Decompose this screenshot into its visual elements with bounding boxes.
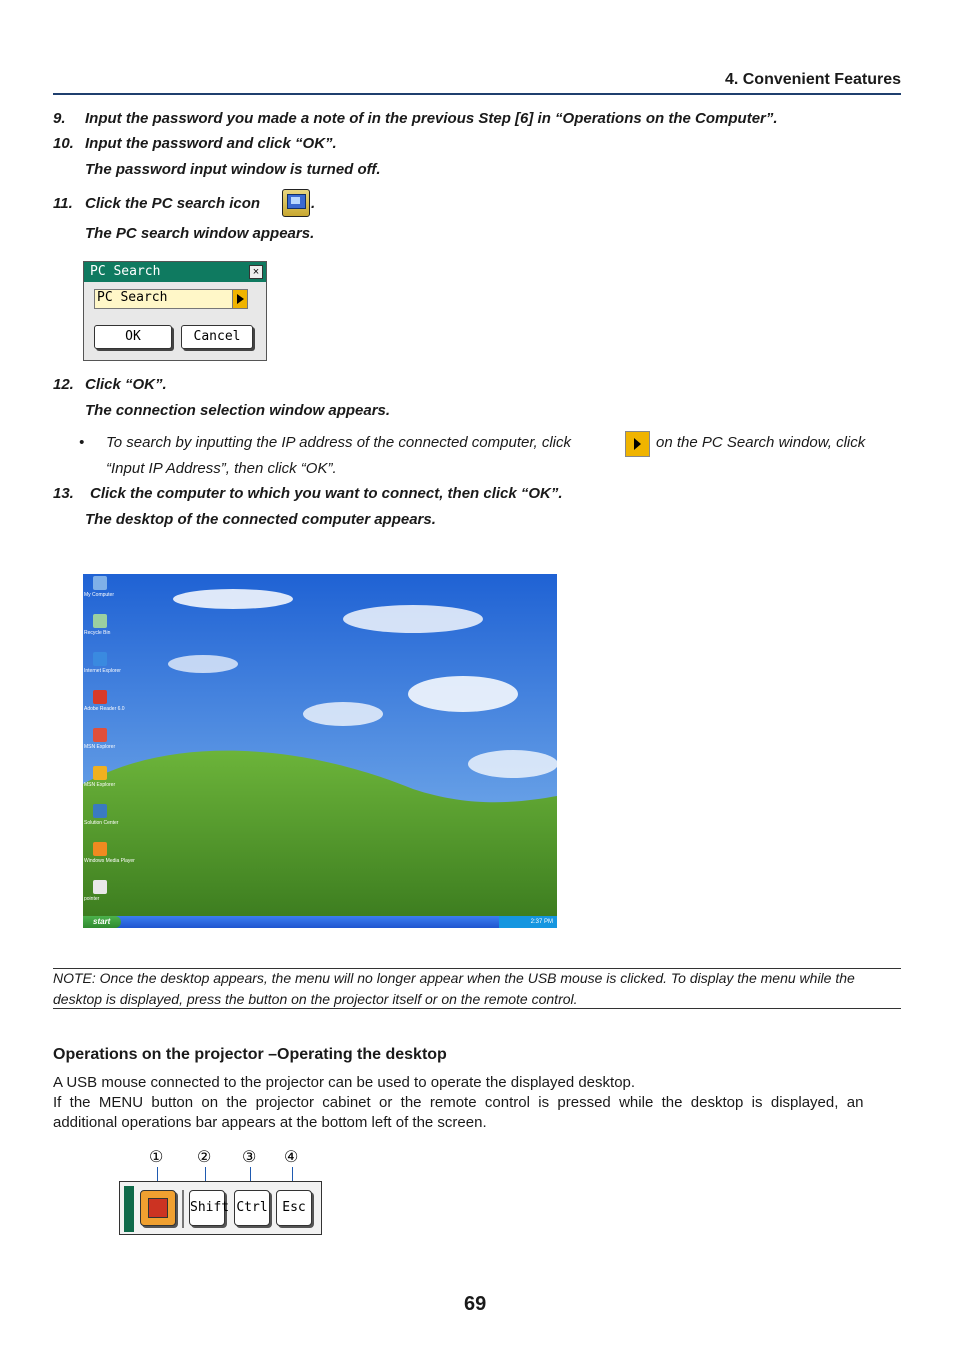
step-10-number: 10. [53,135,74,152]
desktop-shortcut-icon[interactable] [93,576,107,590]
step-12-result: The connection selection window appears. [85,402,391,419]
operations-bar-separator [182,1190,184,1228]
desktop-shortcut-label: Internet Explorer [84,668,121,674]
section-paragraph-1: A USB mouse connected to the projector can be used to operate the displayed desktop. [53,1074,636,1091]
ctrl-button[interactable]: Ctrl [234,1190,270,1226]
ok-button[interactable]: OK [94,325,172,349]
desktop-shortcut-label: MSN Explorer [84,744,116,750]
select-value: PC Search [97,290,168,305]
desktop-shortcut-label: Recycle Bin [84,630,111,636]
desktop-menu-button[interactable] [140,1190,176,1226]
desktop-shortcut-icon[interactable] [93,690,107,704]
bliss-wallpaper [83,574,557,928]
bullet-mark: • [79,434,85,451]
cancel-button[interactable]: Cancel [181,325,253,349]
step-12-text: Click “OK”. [85,376,167,393]
header-rule [53,93,901,95]
close-button[interactable]: × [249,265,263,279]
chapter-title: 4. Convenient Features [724,71,901,88]
callout-2: ② [197,1149,212,1166]
desktop-shortcut-label: My Computer [84,592,115,598]
step-13-result: The desktop of the connected computer appears. [85,511,436,528]
bullet-text-after: on the PC Search window, click [656,434,866,451]
step-11-result: The PC search window appears. [85,225,315,242]
dialog-title: PC Search [90,264,161,279]
pc-search-icon [282,189,310,217]
operations-bar-handle[interactable] [124,1186,134,1232]
step-11-text: Click the PC search icon [85,195,261,212]
bullet-text-line2: “Input IP Address”, then click “OK”. [106,460,337,477]
callout-1: ① [149,1149,164,1166]
desktop-shortcut-label: MSN Explorer [84,782,116,788]
taskbar [83,916,557,928]
step-13-text: Click the computer to which you want to connect, then click “OK”. [90,485,563,502]
desktop-shortcut-icon[interactable] [93,728,107,742]
desktop-shortcut-label: Solution Center [84,820,119,826]
desktop-shortcut-icon[interactable] [93,842,107,856]
callout-3: ③ [242,1149,257,1166]
play-arrow-icon [625,431,650,457]
dialog-titlebar [84,262,266,282]
section-paragraph-2-line-2: additional operations bar appears at the bottom left of the screen. [53,1114,487,1131]
desktop-shortcut-icon[interactable] [93,880,107,894]
desktop-shortcut-icon[interactable] [93,652,107,666]
callout-4: ④ [284,1149,299,1166]
section-heading: Operations on the projector –Operating the desktop [53,1046,447,1063]
operations-bar [119,1181,322,1235]
step-13-number: 13. [53,485,74,502]
bullet-text-before: To search by inputting the IP address of the connected computer, click [106,434,571,451]
step-10-result: The password input window is turned off. [85,161,381,178]
note [53,968,901,1010]
shift-button[interactable]: Shift [189,1190,225,1226]
desktop-shortcut-label: pointer [84,896,100,902]
desktop-shortcut-icon[interactable] [93,766,107,780]
step-9-text: Input the password you made a note of in the previous Step [6] in “Operations on the Computer”. [85,110,778,127]
dropdown-arrow-icon[interactable] [232,289,248,309]
step-12-number: 12. [53,376,74,393]
section-paragraph-2-line-1: If the MENU button on the projector cabinet or the remote control is pressed while the desktop is displayed, an [53,1094,864,1111]
step-9-number: 9. [53,110,66,127]
system-tray-clock: 2:37 PM [499,916,557,928]
desktop-shortcut-label: Adobe Reader 6.0 [84,706,125,712]
note-bottom-rule [53,1008,901,1009]
step-10-text: Input the password and click “OK”. [85,135,337,152]
page-number: 69 [464,1293,487,1315]
note-line-1: NOTE: Once the desktop appears, the menu will no longer appear when the USB mouse is clicked. To display the menu while the [53,970,855,986]
desktop-shortcut-icon[interactable] [93,614,107,628]
remote-desktop-screenshot [83,574,557,928]
pc-search-select[interactable] [94,289,246,309]
start-button[interactable]: start [83,916,121,928]
pc-search-dialog [83,261,267,361]
step-11-number: 11. [53,195,73,212]
step-11-period: . [311,195,316,212]
desktop-shortcut-icon[interactable] [93,804,107,818]
note-line-2: desktop is displayed, press the button on the projector itself or on the remote control. [53,991,578,1007]
esc-button[interactable]: Esc [276,1190,312,1226]
desktop-shortcut-label: Windows Media Player [84,858,135,864]
